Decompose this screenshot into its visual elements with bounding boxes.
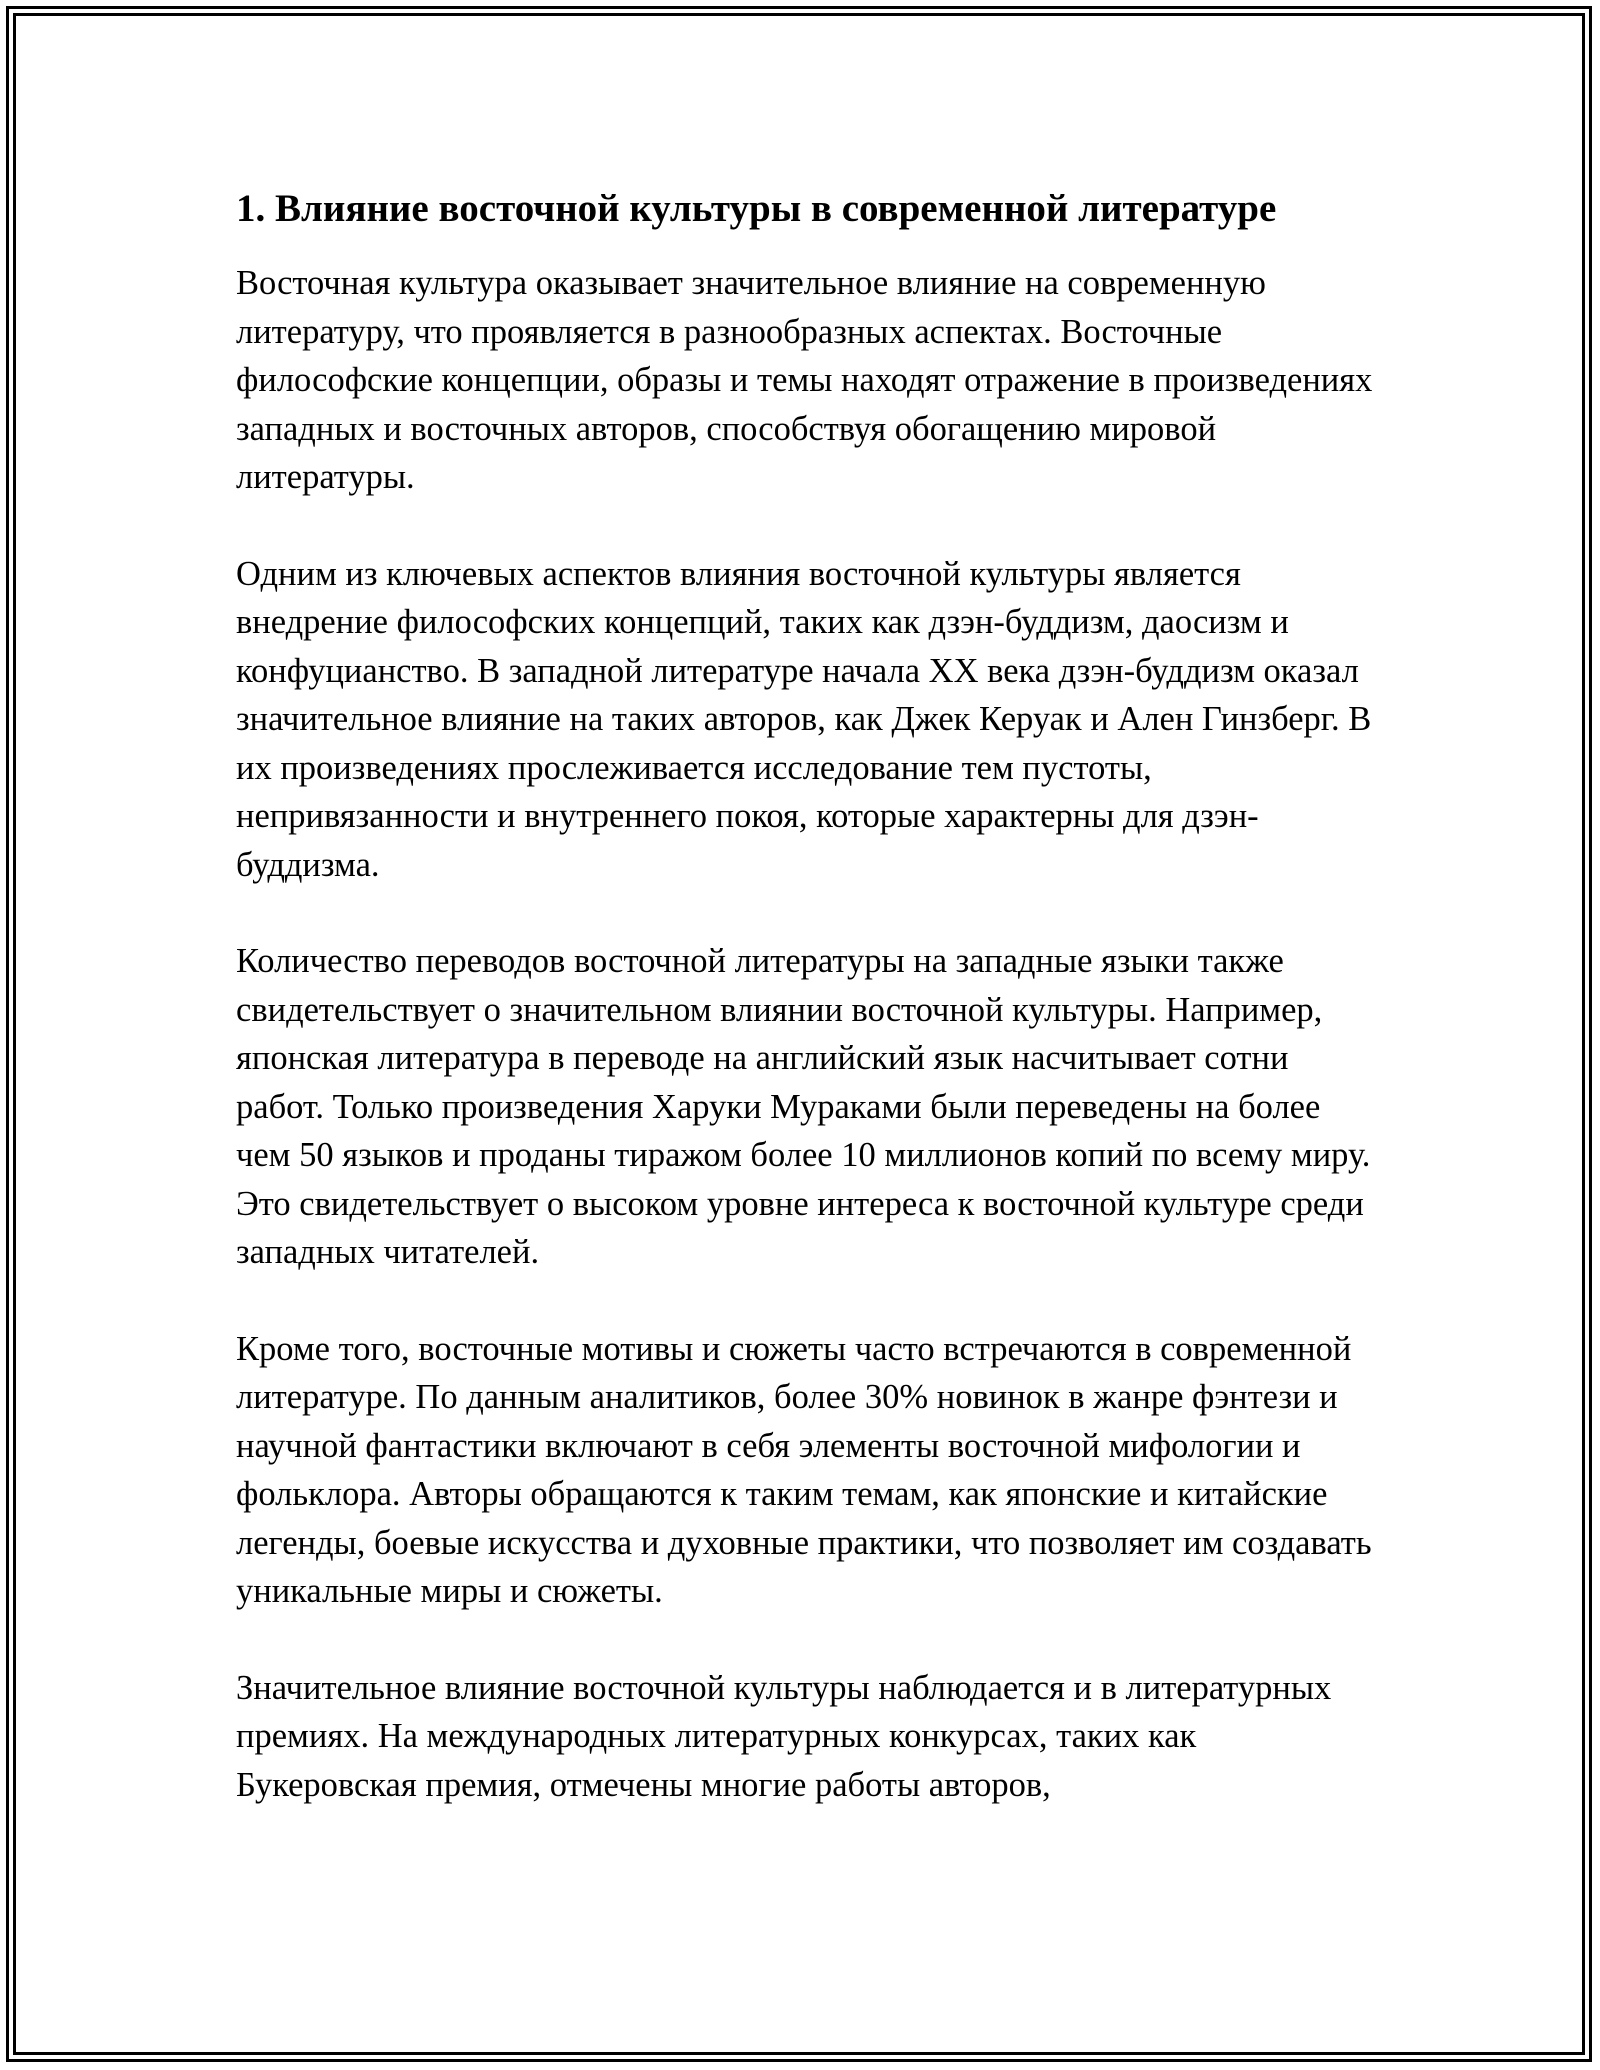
section-heading: 1. Влияние восточной культуры в современной литературе [236,187,1277,230]
paragraph-prizes: Значительное влияние восточной культуры наблюдается и в литературных премиях. На международных литературных конкурсах, таких как Букеровская премия, отмечены многие работы авторов, [236,1668,1332,1804]
document-body [236,185,1376,1857]
paragraph-translations: Количество переводов восточной литературы на западные языки также свидетельствует о значительном влиянии восточной культуры. Например, японская литература в переводе на английский язык насчитывает сотни работ. Только произведения Харуки Мураками были переведены на более чем 50 языков и проданы тиражом более 10 миллионов копий по всему миру. Это свидетельствует о высоком уровне интереса к восточной культуре среди западных читателей. [236,942,1371,1271]
paragraph-philosophy: Одним из ключевых аспектов влияния восточной культуры является внедрение философских концепций, таких как дзэн-буддизм, даосизм и конфуцианство. В западной литературе начала XX века дзэн-буддизм оказал значительное влияние на таких авторов, как Джек Керуак и Ален Гинзберг. В их произведениях прослеживается исследование тем пустоты, непривязанности и внутреннего покоя, которые характерны для дзэн-буддизма. [236,554,1372,884]
paragraph-intro: Восточная культура оказывает значительное влияние на современную литературу, что проявляется в разнообразных аспектах. Восточные философские концепции, образы и темы находят отражение в произведениях западных и восточных авторов, способствуя обогащению мировой литературы. [236,264,1373,496]
paragraph-motifs: Кроме того, восточные мотивы и сюжеты часто встречаются в современной литературе. По данным аналитиков, более 30% новинок в жанре фэнтези и научной фантастики включают в себя элементы восточной мифологии и фольклора. Авторы обращаются к таким темам, как японские и китайские легенды, боевые искусства и духовные практики, что позволяет им создавать уникальные миры и сюжеты. [236,1329,1372,1610]
